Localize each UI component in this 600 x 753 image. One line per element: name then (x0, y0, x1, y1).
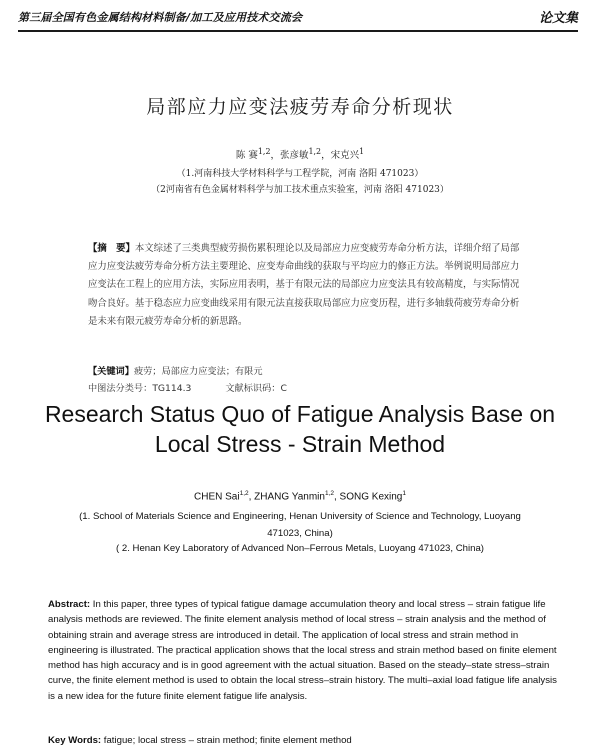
author-affil-sup: 1,2 (257, 147, 271, 156)
abstract-tag: Abstract: (48, 599, 91, 610)
affiliation-line: (1. School of Materials Science and Engineering, Henan University of Science and Technology, Luoyang (79, 511, 521, 522)
doc-code-label: 文献标识码： (225, 383, 281, 394)
author-name: ，张彦敏 (270, 150, 309, 162)
running-header (18, 6, 578, 32)
author-name: ，宋克兴 (321, 150, 360, 162)
english-authors (0, 490, 600, 502)
abstract-text: In this paper, three types of typical fatigue damage accumulation theory and local stress – strain fatigue life analysis methods are reviewed. The finite element analysis method of local stress – strain analysis and the method of obtaining strain and average stress are introduced in detail. The application of local stress and strain method in engineering is illustrated. The practical application shows that the local stress and strain method based on finite element method has high accuracy and is in good agreement with the actual situation. Based on the steady–state stress–strain curve, the finite element method is used to obtain the local stress–strain history. The multi–axial load fatigue life analysis is a new idea for the future finite element fatigue life analysis. (48, 599, 557, 702)
keywords-tag: Key Words: (48, 735, 102, 746)
doc-code-value: C (280, 383, 287, 394)
keywords-tag: 【关键词】 (88, 366, 134, 377)
author-affil-sup: 1,2 (324, 490, 334, 497)
class-value: TG114.3 (152, 383, 192, 394)
author-name: , SONG Kexing (334, 491, 403, 503)
english-title-line-1: Research Status Quo of Fatigue Analysis Base on (44, 401, 556, 427)
english-title-line-2: Local Stress - Strain Method (154, 431, 446, 457)
chinese-keywords (88, 363, 263, 377)
english-abstract (48, 597, 558, 704)
author-affil-sup: 1,2 (239, 490, 249, 497)
chinese-abstract (88, 240, 526, 331)
keywords-text: 疲劳；局部应力应变法；有限元 (133, 366, 263, 377)
english-affiliation-2: ( 2. Henan Key Laboratory of Advanced Non–Ferrous Metals, Luoyang 471023, China) (116, 543, 484, 554)
author-name: 陈 赛 (235, 150, 258, 162)
chinese-authors (0, 147, 600, 161)
chinese-affiliation-2: （2河南省有色金属材料科学与加工技术重点实验室，河南 洛阳 471023） (151, 185, 449, 195)
author-affil-sup: 1,2 (308, 147, 322, 156)
conference-name: 第三届全国有色金属结构材料制备/加工及应用技术交流会 (18, 11, 303, 24)
english-affiliation-1 (40, 508, 560, 542)
english-title (0, 399, 600, 459)
abstract-tag: 【摘 要】 (88, 243, 135, 254)
keywords-text: fatigue; local stress – strain method; finite element method (101, 735, 352, 746)
abstract-text: 本文综述了三类典型疲劳损伤累积理论以及局部应力应变疲劳寿命分析方法，详细介绍了局部应力应变法疲劳寿命分析方法主要理论、应变寿命曲线的获取与平均应力的修正方法。举例说明局部应力应变法在工程上的应用方法，实际应用表明，基于有限元法的局部应力应变法具有较高精度，与实际情况吻合良好。基于稳态应力应变曲线采用有限元法直接获取局部应力应变历程，进行多轴载荷疲劳寿命分析是未来有限元疲劳寿命分析的新思路。 (88, 243, 520, 327)
author-affil-sup: 1 (402, 490, 406, 497)
affiliation-line: 471023, China) (267, 528, 333, 539)
author-name: , ZHANG Yanmin (248, 491, 325, 503)
english-keywords (48, 735, 352, 746)
chinese-affiliation-1: （1.河南科技大学材料科学与工程学院，河南 洛阳 471023） (176, 169, 424, 179)
classification-line (88, 380, 287, 394)
author-affil-sup: 1 (359, 147, 365, 156)
class-label: 中图法分类号： (88, 383, 153, 394)
section-label: 论文集 (538, 11, 578, 26)
author-name: CHEN Sai (194, 491, 240, 503)
chinese-title: 局部应力应变法疲劳寿命分析现状 (146, 96, 454, 118)
